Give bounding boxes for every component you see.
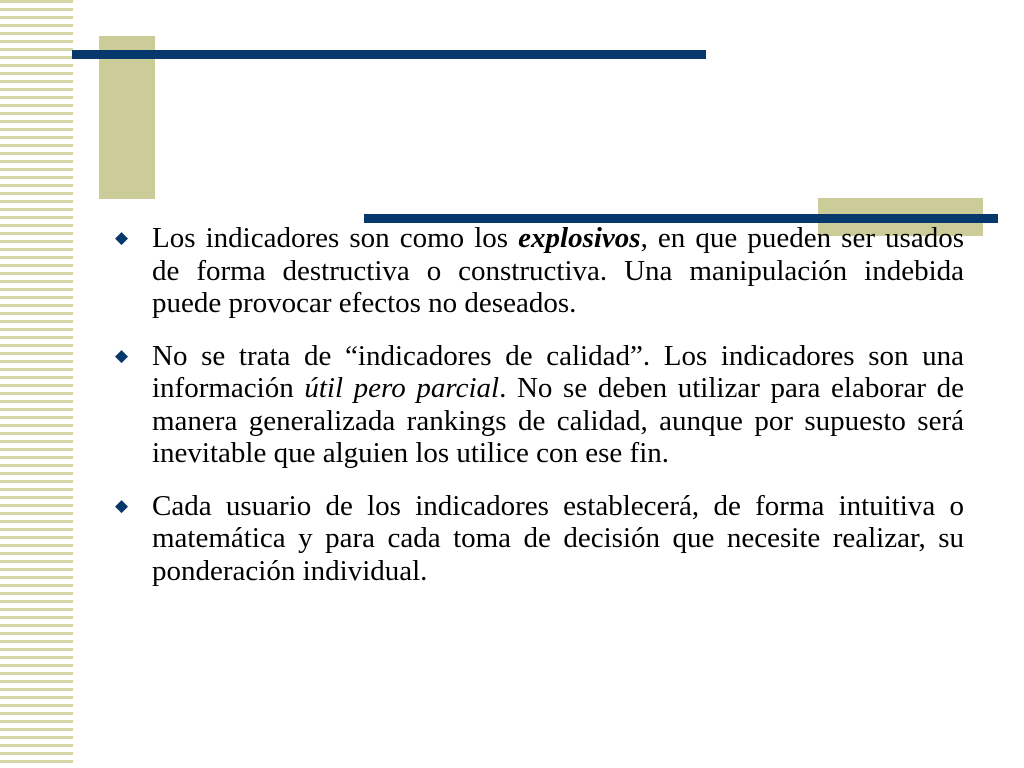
- bullet-2-emphasis: útil pero parcial: [304, 372, 500, 404]
- decorative-stripe-band: [0, 0, 73, 768]
- diamond-bullet-icon: ◆: [115, 495, 129, 515]
- bullet-2-text-after: . No se deben utilizar para elaborar de manera generalizada rankings de calidad, aunque por supuesto será inevitable que alguien los utilice con ese fin.: [152, 372, 965, 469]
- decorative-tan-block-top: [99, 36, 155, 199]
- bullet-text-1: [152, 222, 964, 320]
- bullet-1-emphasis: explosivos: [518, 222, 641, 254]
- bullet-text-3: Cada usuario de los indicadores establecerá, de forma intuitiva o matemática y para cada toma de decisión que necesite realizar, su ponderación individual.: [152, 489, 964, 587]
- bullet-1-text-after: , en que pueden ser usados de forma destructiva o constructiva. Una manipulación indebida puede provocar efectos no deseados.: [152, 222, 965, 319]
- bullet-2-text-before: No se trata de “indicadores de calidad”. Los indicadores son una información: [152, 339, 964, 404]
- slide-content: [112, 222, 964, 607]
- diamond-bullet-icon: ◆: [115, 228, 129, 247]
- bullet-item-2: [112, 340, 964, 470]
- bullet-item-3: [112, 490, 964, 588]
- decorative-navy-bar-top: [72, 50, 706, 59]
- bullet-1-text-before: Los indicadores son como los: [152, 222, 519, 254]
- bullet-text-2: [152, 340, 964, 470]
- bullet-item-1: [112, 222, 964, 320]
- diamond-bullet-icon: ◆: [115, 345, 129, 365]
